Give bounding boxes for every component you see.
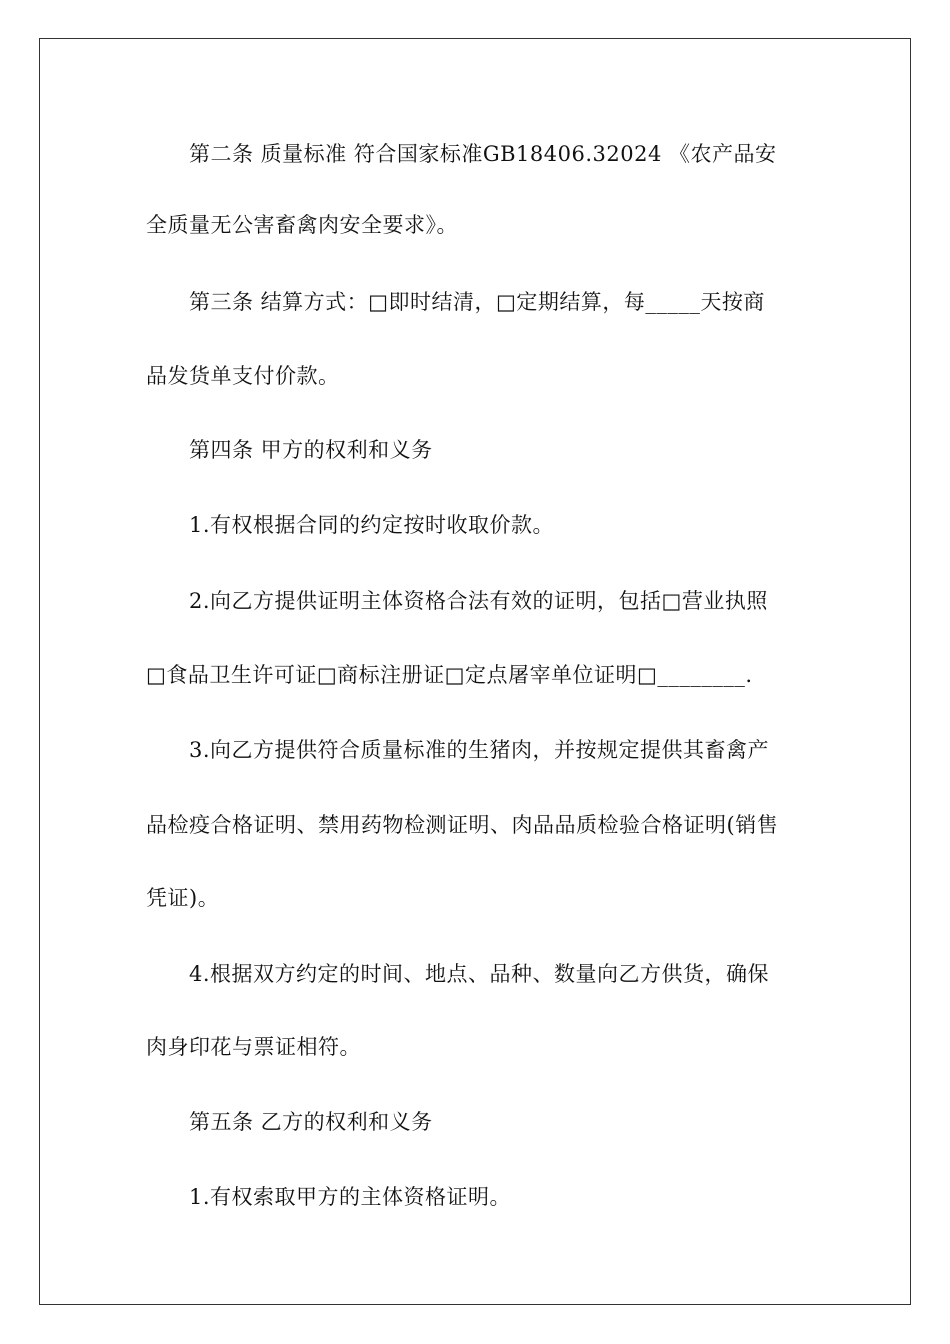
article-2-continuation: 全质量无公害畜禽肉安全要求》。 bbox=[146, 213, 458, 237]
article-4-item-1: 1.有权根据合同的约定按时收取价款。 bbox=[189, 513, 555, 537]
article-4-heading: 第四条 甲方的权利和义务 bbox=[189, 438, 433, 462]
article-3-continuation: 品发货单支付价款。 bbox=[146, 364, 340, 388]
article-4-item-2-continuation: □食品卫生许可证□商标注册证□定点屠宰单位证明□________. bbox=[146, 663, 753, 687]
article-5-item-1: 1.有权索取甲方的主体资格证明。 bbox=[189, 1185, 512, 1209]
article-4-item-4: 4.根据双方约定的时间、地点、品种、数量向乙方供货，确保 bbox=[189, 962, 770, 986]
article-4-item-2: 2.向乙方提供证明主体资格合法有效的证明，包括□营业执照 bbox=[189, 589, 768, 613]
article-3-title-line: 第三条 结算方式：□即时结清，□定期结算，每_____天按商 bbox=[189, 290, 765, 314]
article-5-heading: 第五条 乙方的权利和义务 bbox=[189, 1110, 433, 1134]
article-4-item-4-continuation: 肉身印花与票证相符。 bbox=[146, 1035, 361, 1059]
article-2-title-line: 第二条 质量标准 符合国家标准GB18406.32024 《农产品安 bbox=[189, 142, 777, 166]
article-4-item-3-continuation-2: 凭证)。 bbox=[146, 886, 220, 910]
article-4-item-3-continuation: 品检疫合格证明、禁用药物检测证明、肉品品质检验合格证明(销售 bbox=[146, 813, 779, 837]
article-4-item-3: 3.向乙方提供符合质量标准的生猪肉，并按规定提供其畜禽产 bbox=[189, 738, 770, 762]
